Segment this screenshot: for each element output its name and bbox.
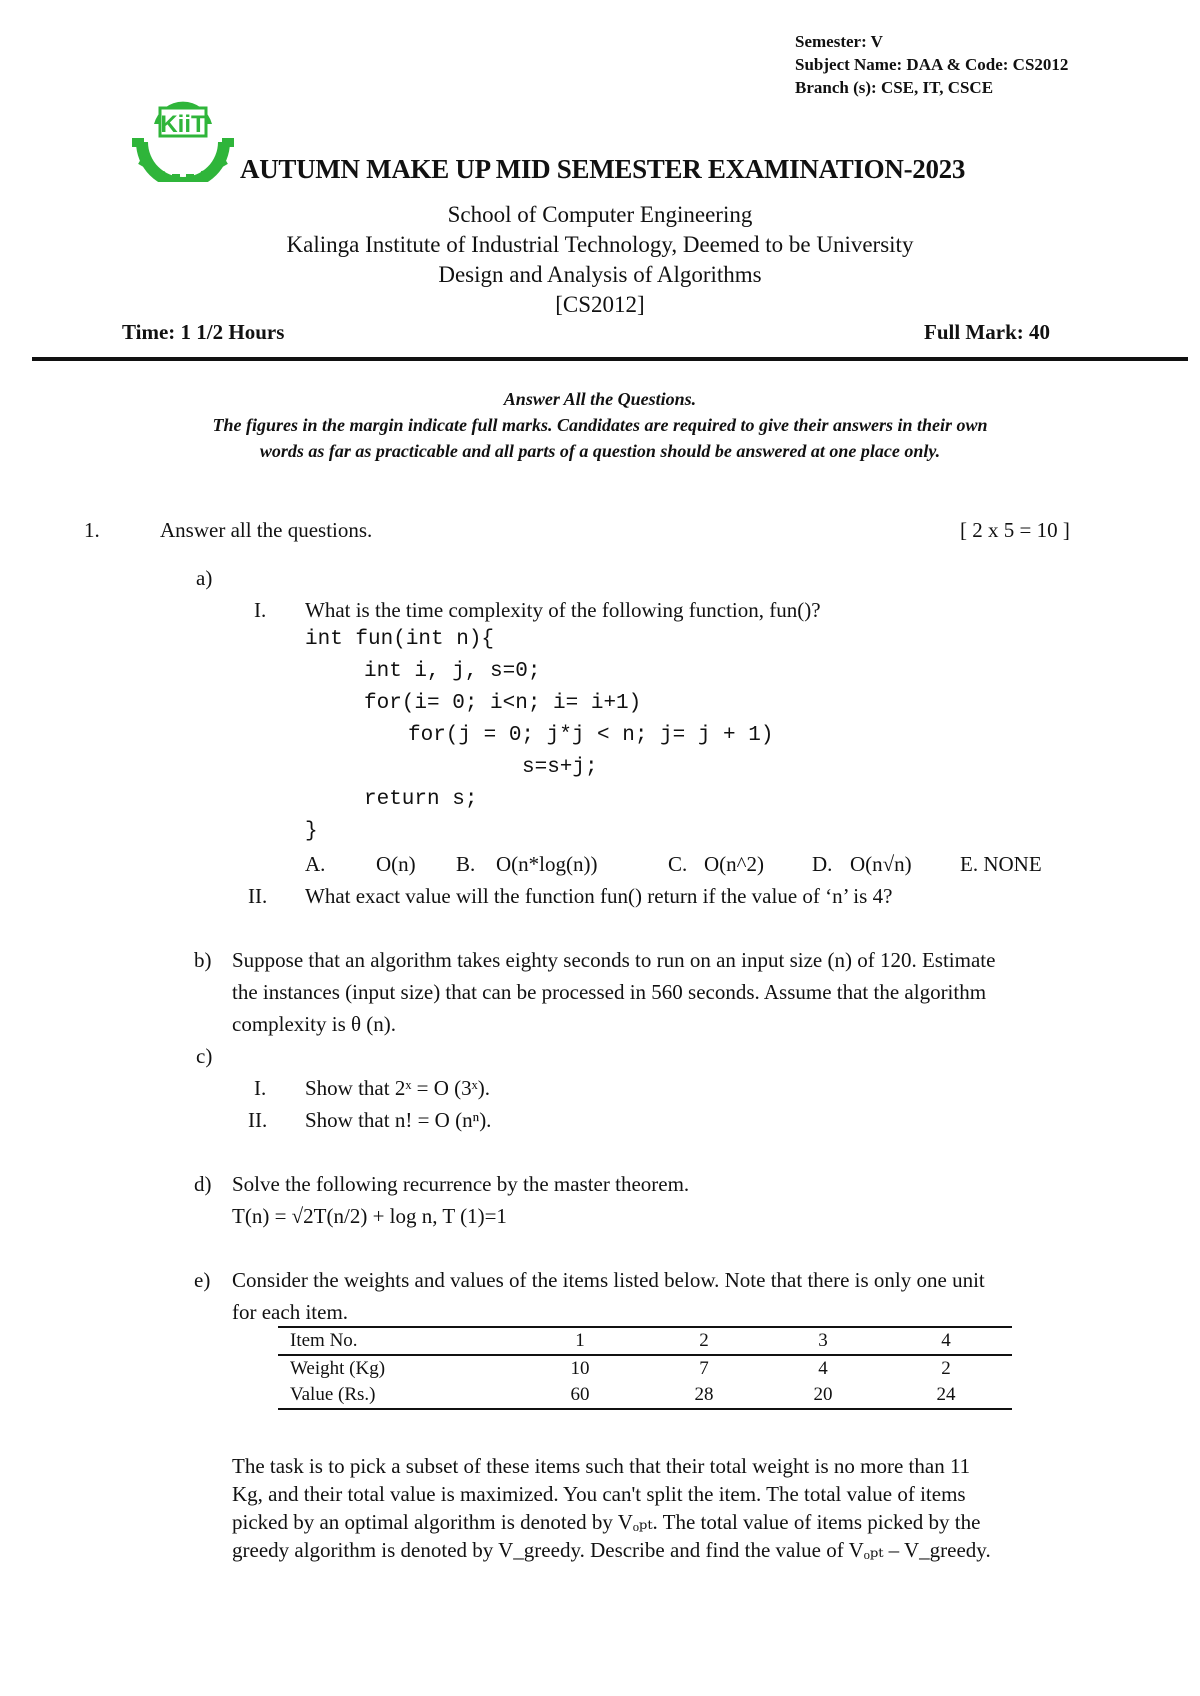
table-row <box>278 1382 1012 1409</box>
part-d-line-2: T(n) = √2T(n/2) + log n, T (1)=1 <box>232 1204 507 1228</box>
part-e-line-1: Consider the weights and values of the items listed below. Note that there is only one unit <box>232 1268 985 1292</box>
code-line-7: } <box>305 820 318 843</box>
items-table <box>278 1326 1012 1410</box>
part-a-label: a) <box>196 566 213 590</box>
instruction-line-1: Answer All the Questions. <box>503 389 697 409</box>
option-d-label: D. <box>812 852 833 876</box>
part-e-intro <box>232 1266 1132 1326</box>
part-d-label: d) <box>194 1172 212 1196</box>
option-c-label: C. <box>668 852 688 876</box>
code-line-5: s=s+j; <box>522 756 598 779</box>
code-line-4: for(j = 0; j*j < n; j= j + 1) <box>408 724 774 747</box>
exam-title: AUTUMN MAKE UP MID SEMESTER EXAMINATION-2023 <box>240 154 966 184</box>
header-divider <box>32 357 1188 361</box>
table-cell: 7 <box>699 1358 709 1379</box>
question-marks: [ 2 x 5 = 10 ] <box>960 518 1070 542</box>
table-cell: 4 <box>818 1358 828 1379</box>
part-e-task-line-2: Kg, and their total value is maximized. You can't split the item. The total value of items <box>232 1482 966 1506</box>
school-name: School of Computer Engineering <box>447 202 753 227</box>
part-a-i-text: What is the time complexity of the following function, fun()? <box>305 598 821 622</box>
part-c-ii-text: Show that n! = O (nⁿ). <box>305 1108 492 1132</box>
table-cell: 60 <box>518 1382 642 1409</box>
table-cell: Item No. <box>278 1327 518 1355</box>
part-e-label: e) <box>194 1268 211 1292</box>
part-b-text <box>232 946 1132 1038</box>
part-c-i-number: I. <box>254 1076 267 1100</box>
part-b-line-1: Suppose that an algorithm takes eighty seconds to run on an input size (n) of 120. Estimate <box>232 948 996 972</box>
option-d-value: O(n√n) <box>850 852 912 876</box>
table-cell: 28 <box>642 1382 766 1409</box>
option-b-value: O(n*log(n)) <box>496 852 598 876</box>
part-e-task <box>232 1452 1132 1564</box>
code-line-6: return s; <box>364 788 478 811</box>
table-row <box>278 1355 1012 1382</box>
branch-label: Branch (s): CSE, IT, CSCE <box>795 78 994 97</box>
part-b-line-3: complexity is θ (n). <box>232 1012 397 1036</box>
part-e-task-line-3: picked by an optimal algorithm is denoted by Vₒₚₜ. The total value of items picked by the <box>232 1510 981 1534</box>
option-e: E. NONE <box>960 852 1042 876</box>
table-cell: 4 <box>880 1327 1012 1355</box>
table-cell: 2 <box>642 1327 766 1355</box>
table-cell: 24 <box>880 1382 1012 1409</box>
part-b-line-2: the instances (input size) that can be processed in 560 seconds. Assume that the algorithm <box>232 980 987 1004</box>
instruction-line-2: The figures in the margin indicate full marks. Candidates are required to give their answers in their own <box>212 415 988 435</box>
table-cell: 3 <box>766 1327 880 1355</box>
part-b-label: b) <box>194 948 212 972</box>
part-a-ii-text: What exact value will the function fun() return if the value of ‘n’ is 4? <box>305 884 893 908</box>
part-c-i-text: Show that 2ˣ = O (3ˣ). <box>305 1076 490 1100</box>
table-cell: 20 <box>766 1382 880 1409</box>
question-text: Answer all the questions. <box>160 518 373 542</box>
option-a-value: O(n) <box>376 852 416 876</box>
course-name: Design and Analysis of Algorithms <box>438 262 762 287</box>
subject-label: Subject Name: DAA & Code: CS2012 <box>795 55 1069 74</box>
part-e-line-2: for each item. <box>232 1300 349 1324</box>
table-cell: 10 <box>570 1358 590 1379</box>
time-label: Time: 1 1/2 Hours <box>122 320 285 344</box>
course-code: [CS2012] <box>555 292 645 317</box>
table-header-row <box>278 1327 1012 1355</box>
table-cell: 1 <box>518 1327 642 1355</box>
full-mark: Full Mark: 40 <box>924 320 1050 344</box>
option-c-value: O(n^2) <box>704 852 765 876</box>
instruction-line-3: words as far as practicable and all parts of a question should be answered at one place only. <box>259 441 941 461</box>
semester-label: Semester: V <box>795 32 883 51</box>
code-line-3: for(i= 0; i<n; i= i+1) <box>364 692 642 715</box>
code-line-1: int fun(int n){ <box>305 628 495 651</box>
part-e-task-line-4: greedy algorithm is denoted by V_greedy. Describe and find the value of Vₒₚₜ – V_greedy. <box>232 1538 991 1562</box>
university-name: Kalinga Institute of Industrial Technology, Deemed to be University <box>286 232 914 257</box>
option-b-label: B. <box>456 852 476 876</box>
table-cell: Value (Rs.) <box>278 1382 518 1409</box>
part-a-i-number: I. <box>254 598 267 622</box>
option-a-label: A. <box>305 852 326 876</box>
part-c-ii-number: II. <box>248 1108 268 1132</box>
table-cell: 2 <box>941 1358 951 1379</box>
part-c-label: c) <box>196 1044 213 1068</box>
code-line-2: int i, j, s=0; <box>364 660 541 683</box>
part-d-line-1: Solve the following recurrence by the master theorem. <box>232 1172 690 1196</box>
part-e-task-line-1: The task is to pick a subset of these items such that their total weight is no more than 11 <box>232 1454 971 1478</box>
kiit-logo <box>128 98 238 182</box>
question-number: 1. <box>84 518 100 542</box>
logo-text: KiiT <box>160 111 206 138</box>
table-cell: Weight (Kg) <box>290 1358 386 1379</box>
part-a-ii-number: II. <box>248 884 268 908</box>
